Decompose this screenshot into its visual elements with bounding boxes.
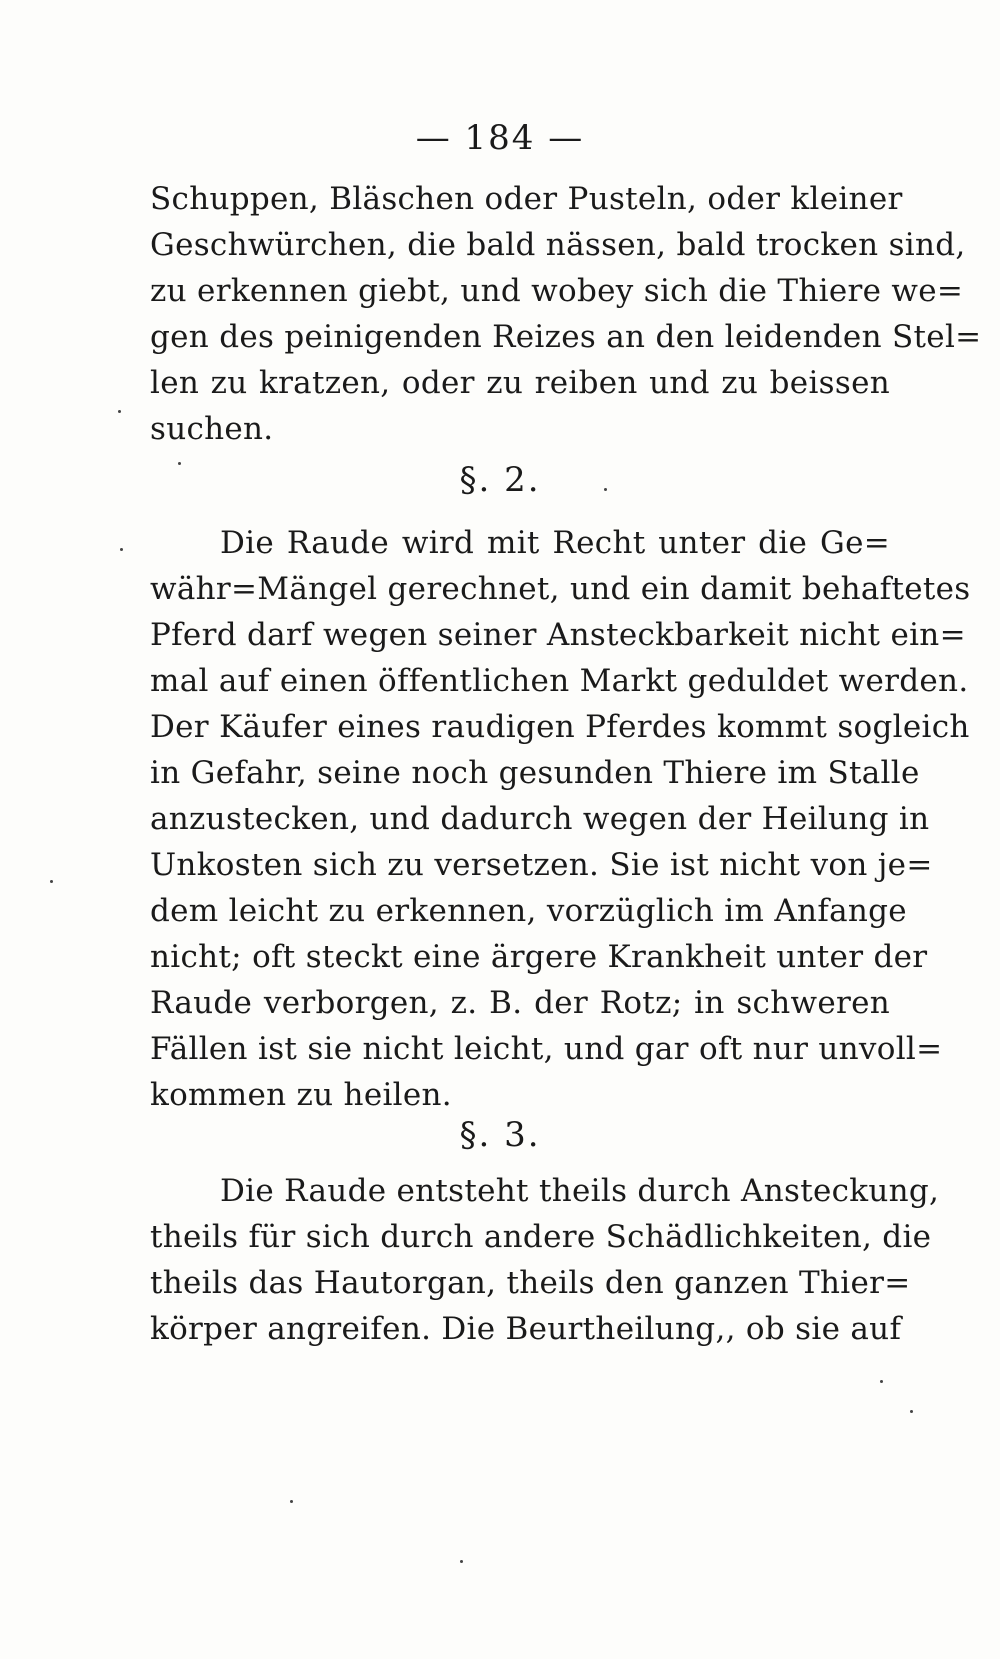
text-line: nicht; oft steckt eine ärgere Krankheit unter der [150, 939, 928, 975]
scan-speck [290, 1500, 293, 1503]
text-line: anzustecken, und dadurch wegen der Heilung in [150, 801, 930, 837]
scan-speck [880, 1380, 883, 1383]
text-line: Die Raude entsteht theils durch Ansteckung, [220, 1173, 940, 1209]
section-3-paragraph [150, 1168, 940, 1352]
scan-speck [50, 880, 53, 883]
text-line: gen des peinigenden Reizes an den leidenden Stel= [150, 319, 982, 355]
scan-speck [460, 1560, 463, 1563]
section-2-paragraph [150, 520, 971, 1118]
scan-speck [118, 410, 121, 413]
section-2-heading: §. 2. [459, 460, 541, 500]
scan-speck [910, 1410, 913, 1413]
text-line: Raude verborgen, z. B. der Rotz; in schweren [150, 985, 890, 1021]
text-line: Schuppen, Bläschen oder Pusteln, oder kleiner [150, 181, 903, 217]
text-line: mal auf einen öffentlichen Markt geduldet werden. [150, 663, 969, 699]
text-line: Fällen ist sie nicht leicht, und gar oft nur unvoll= [150, 1031, 943, 1067]
text-line: theils für sich durch andere Schädlichkeiten, die [150, 1219, 932, 1255]
section-3-heading: §. 3. [459, 1115, 541, 1155]
text-line: zu erkennen giebt, und wobey sich die Thiere we= [150, 273, 964, 309]
text-line: körper angreifen. Die Beurtheilung,, ob sie auf [150, 1311, 902, 1347]
text-line: in Gefahr, seine noch gesunden Thiere im Stalle [150, 755, 920, 791]
text-line: theils das Hautorgan, theils den ganzen Thier= [150, 1265, 911, 1301]
text-line: len zu kratzen, oder zu reiben und zu beissen [150, 365, 890, 401]
text-line: Geschwürchen, die bald nässen, bald trocken sind, [150, 227, 966, 263]
text-line: Unkosten sich zu versetzen. Sie ist nicht von je= [150, 847, 933, 883]
scan-speck [178, 462, 181, 465]
paragraph-continuation [150, 176, 982, 452]
text-line: Pferd darf wegen seiner Ansteckbarkeit nicht ein= [150, 617, 966, 653]
text-line: Die Raude wird mit Recht unter die Ge= [220, 525, 890, 561]
page-number-header: — 184 — [415, 118, 585, 158]
scan-speck [604, 488, 607, 491]
text-line: währ=Mängel gerechnet, und ein damit behaftetes [150, 571, 971, 607]
scan-speck [120, 548, 123, 551]
text-line: dem leicht zu erkennen, vorzüglich im Anfange [150, 893, 907, 929]
text-line: kommen zu heilen. [150, 1077, 452, 1113]
text-line: suchen. [150, 411, 274, 447]
text-line: Der Käufer eines raudigen Pferdes kommt sogleich [150, 709, 970, 745]
